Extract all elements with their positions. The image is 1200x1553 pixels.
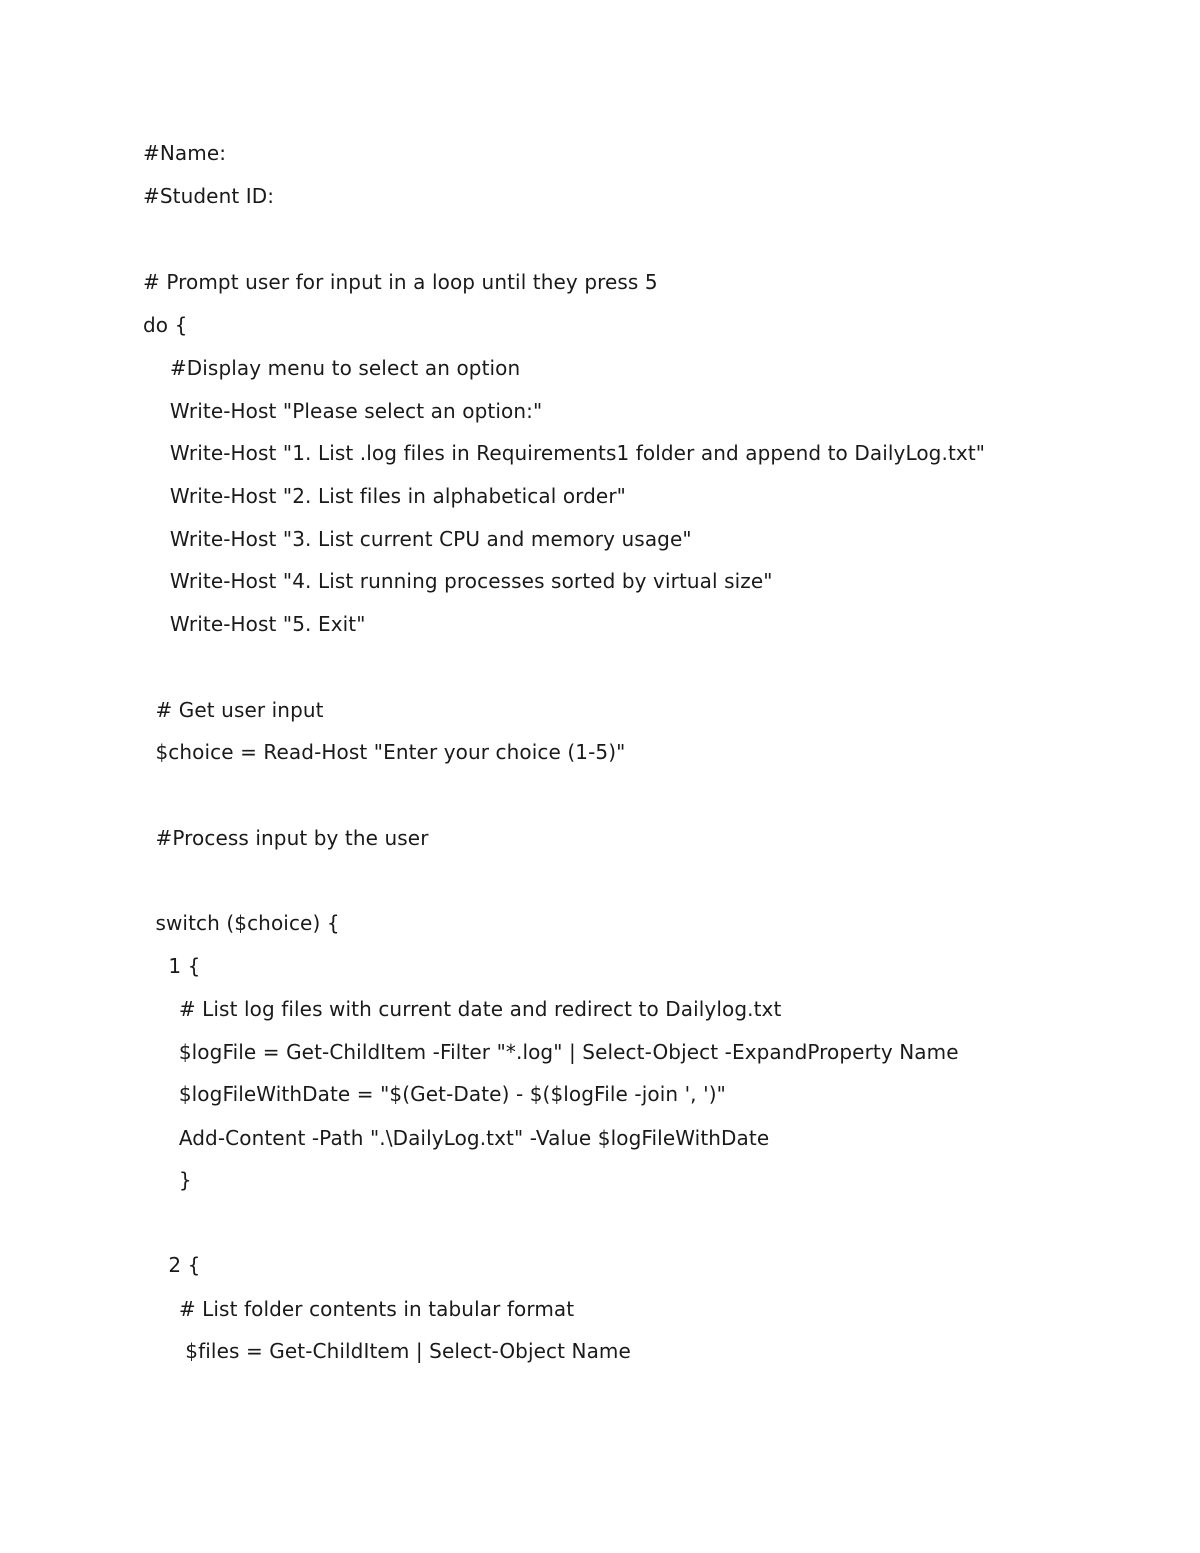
student-id-comment-line: #Student ID:	[143, 184, 275, 208]
write-host-option-5-line: Write-Host "5. Exit"	[157, 612, 366, 636]
case-2-open-line: 2 {	[149, 1253, 201, 1277]
files-assignment-line: $files = Get-ChildItem | Select-Object Name	[153, 1339, 631, 1363]
display-menu-comment-line: #Display menu to select an option	[157, 356, 521, 380]
case-1-comment-line: # List log files with current date and redirect to Dailylog.txt	[153, 997, 782, 1021]
logfile-assignment-line: $logFile = Get-ChildItem -Filter "*.log" | Select-Object -ExpandProperty Name	[153, 1040, 959, 1064]
process-input-comment-line: #Process input by the user	[149, 826, 429, 850]
write-host-option-1-line: Write-Host "1. List .log files in Requirements1 folder and append to DailyLog.txt"	[157, 441, 986, 465]
switch-open-line: switch ($choice) {	[149, 911, 340, 935]
name-comment-line: #Name:	[143, 141, 227, 165]
case-2-comment-line: # List folder contents in tabular format	[153, 1297, 575, 1321]
read-host-choice-line: $choice = Read-Host "Enter your choice (1-5)"	[149, 740, 626, 764]
write-host-prompt-line: Write-Host "Please select an option:"	[157, 399, 543, 423]
prompt-loop-comment-line: # Prompt user for input in a loop until they press 5	[143, 270, 658, 294]
case-1-open-line: 1 {	[149, 954, 201, 978]
do-loop-open-line: do {	[143, 313, 188, 337]
logfile-with-date-line: $logFileWithDate = "$(Get-Date) - $($logFile -join ', ')"	[153, 1082, 726, 1106]
write-host-option-4-line: Write-Host "4. List running processes sorted by virtual size"	[157, 569, 773, 593]
write-host-option-2-line: Write-Host "2. List files in alphabetical order"	[157, 484, 626, 508]
case-1-close-line: }	[153, 1168, 192, 1192]
write-host-option-3-line: Write-Host "3. List current CPU and memory usage"	[157, 527, 692, 551]
get-input-comment-line: # Get user input	[149, 698, 324, 722]
add-content-line: Add-Content -Path ".\DailyLog.txt" -Value $logFileWithDate	[153, 1126, 770, 1150]
